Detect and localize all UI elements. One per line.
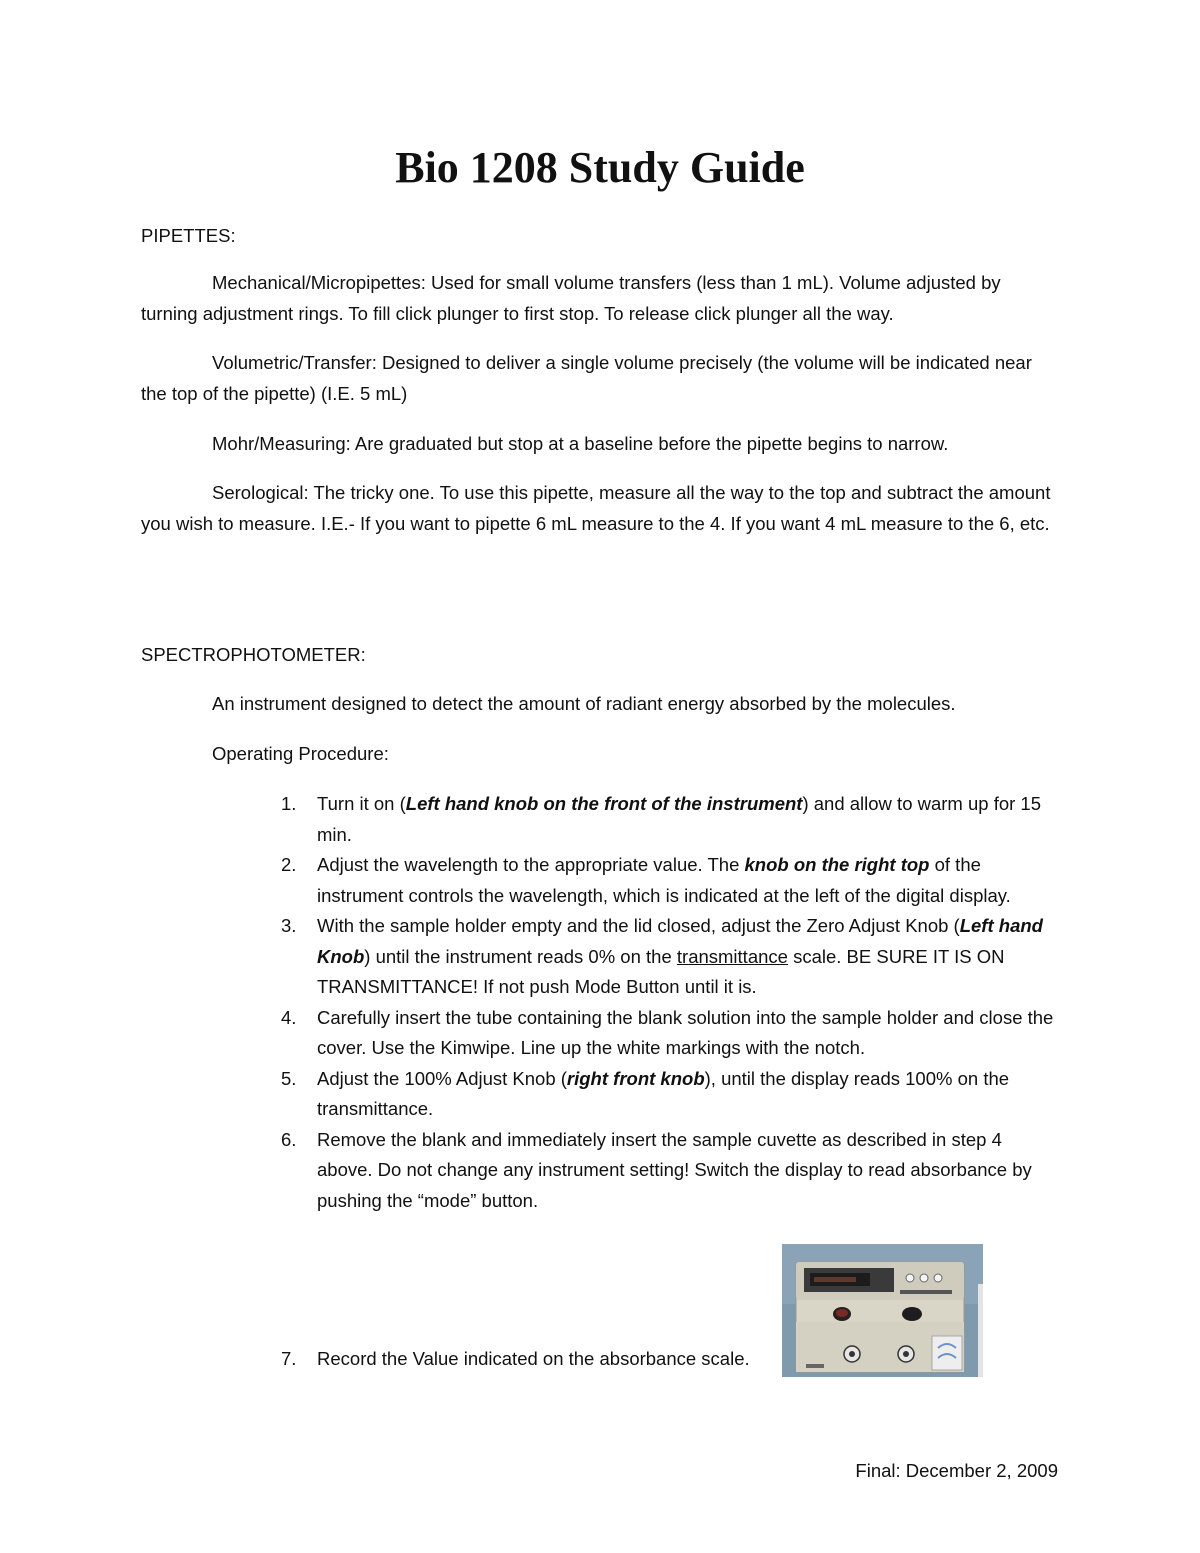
step-emphasis: Left hand Knob — [317, 915, 1043, 967]
document-title: Bio 1208 Study Guide — [395, 143, 805, 192]
mode-button-icon — [934, 1274, 942, 1282]
procedure-step-4 — [281, 1003, 1062, 1064]
step-number: 7. — [281, 1348, 297, 1369]
mechanical-paragraph: Mechanical/Micropipettes: Used for small volume transfers (less than 1 mL). Volume adjusted by turning adjustment rings. To fill click plunger to first stop. To release click plunger all the way. — [141, 272, 1001, 324]
mode-button-icon — [920, 1274, 928, 1282]
step-text: With the sample holder empty and the lid closed, adjust the Zero Adjust Knob ( — [317, 915, 960, 936]
spectrophotometer-description: An instrument designed to detect the amount of radiant energy absorbed by the molecules. — [212, 693, 956, 714]
wavelength-knob-icon — [902, 1307, 922, 1321]
step-text: scale. BE SURE IT IS ON TRANSMITTANCE! If not push Mode Button until it is. — [317, 945, 1005, 997]
operating-procedure-label: Operating Procedure: — [212, 743, 389, 764]
volumetric-paragraph: Volumetric/Transfer: Designed to deliver a single volume precisely (the volume will be indicated near the top of the pipette) (I.E. 5 mL) — [141, 352, 1032, 404]
pipettes-heading: PIPETTES: — [141, 225, 236, 246]
procedure-step-6 — [281, 1125, 1062, 1217]
procedure-step-2 — [281, 850, 1062, 911]
step-emphasis: knob on the right top — [744, 854, 930, 875]
step-text: Turn it on ( — [317, 793, 406, 814]
step-emphasis: Left hand knob on the front of the instrument — [405, 793, 803, 814]
serological-paragraph: Serological: The tricky one. To use this pipette, measure all the way to the top and subtract the amount you wish to measure. I.E.- If you want to pipette 6 mL measure to the 4. If you want 4 mL measure to the 6, etc. — [141, 482, 1051, 534]
brand-plate — [806, 1364, 824, 1368]
step-text: ) and allow to warm up for 15 min. — [317, 793, 1042, 845]
step-emphasis: right front knob — [566, 1067, 705, 1089]
step-number: 1. — [281, 793, 297, 814]
photo-right-edge — [978, 1284, 983, 1377]
step-text: of the instrument controls the wavelength, which is indicated at the left of the digital display. — [317, 854, 1011, 906]
mohr-paragraph: Mohr/Measuring: Are graduated but stop at a baseline before the pipette begins to narrow. — [212, 433, 949, 454]
step-number: 3. — [281, 915, 297, 936]
step-underline: transmittance — [676, 945, 788, 967]
step-number: 6. — [281, 1128, 297, 1150]
step-text: Record the Value indicated on the absorbance scale. — [317, 1348, 750, 1369]
mode-button-icon — [906, 1274, 914, 1282]
spectrophotometer-photo — [782, 1244, 983, 1377]
procedure-step-5 — [281, 1064, 1062, 1125]
step-text: ) until the instrument reads 0% on the — [364, 945, 677, 967]
sample-holder-cap-icon — [836, 1309, 848, 1317]
procedure-step-3 — [281, 911, 1062, 1003]
step-number: 2. — [281, 854, 297, 875]
display-readout — [814, 1277, 856, 1282]
knob-center-icon — [849, 1351, 855, 1357]
step-text: Remove the blank and immediately insert the sample cuvette as described in step 4 above. Do not change any instrument setting! Switch the display to read absorbance by pushing the “mode” button. — [317, 1128, 1032, 1211]
footer-date: Final: December 2, 2009 — [855, 1460, 1058, 1481]
spectrophotometer-heading: SPECTROPHOTOMETER: — [141, 644, 366, 665]
step-number: 5. — [281, 1067, 297, 1089]
knob-center-icon — [903, 1351, 909, 1357]
step-text: Adjust the wavelength to the appropriate value. The — [317, 854, 745, 875]
step-text: ), until the display reads 100% on the transmittance. — [317, 1067, 1010, 1119]
step-text: Carefully insert the tube containing the blank solution into the sample holder and close the cover. Use the Kimwipe. Line up the white markings with the notch. — [317, 1006, 1054, 1058]
step-text: Adjust the 100% Adjust Knob ( — [317, 1067, 567, 1089]
instrument-label-strip — [900, 1290, 952, 1294]
step-number: 4. — [281, 1006, 297, 1028]
procedure-step-1 — [281, 789, 1062, 850]
